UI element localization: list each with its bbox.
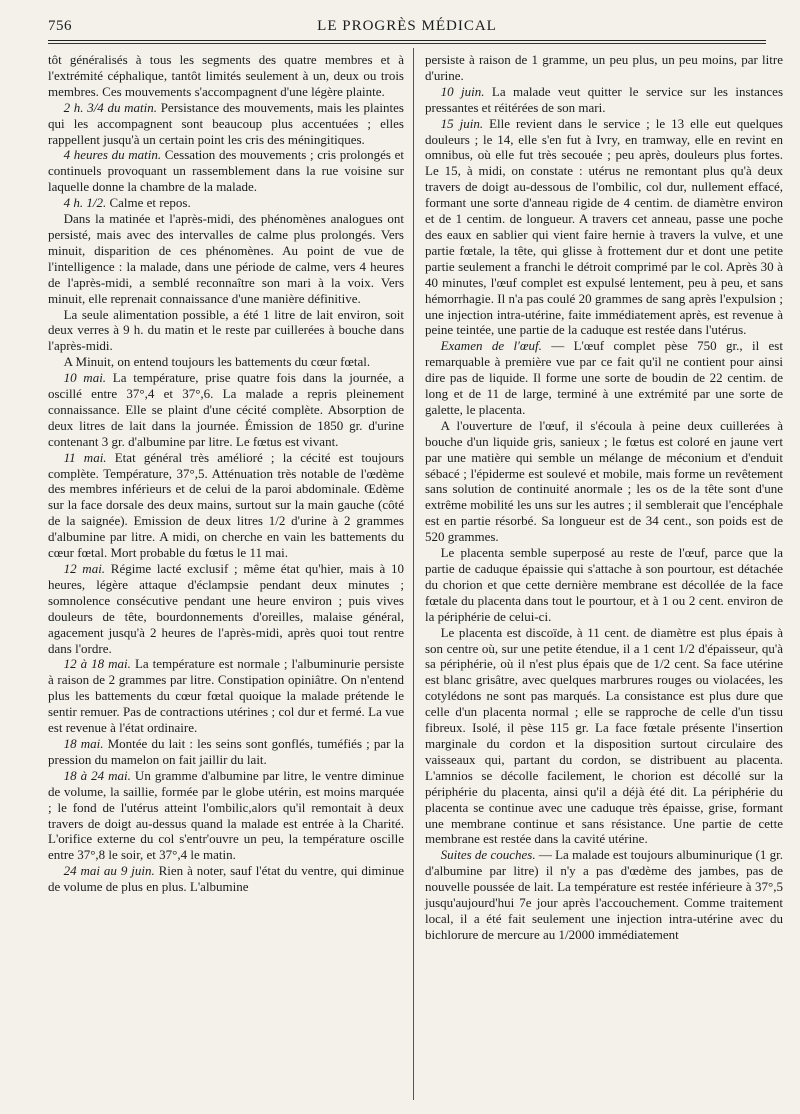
paragraph-lead: 15 juin. xyxy=(440,115,484,131)
paragraph-lead: 4 heures du matin. xyxy=(63,147,162,163)
paragraph-text: La température, prise quatre fois dans la journée, a oscillé entre 37°,4 et 37°,6. La malade a repris pleinement connaissance. Elle se plaint d'une cécité complète. Absorption de deux litres de lait dans la journée. Émission de 1850 gr. d'urine contenant 3 gr. d'albumine par litre. Le fœtus est vivant. xyxy=(48,370,405,449)
paragraph xyxy=(425,545,783,625)
paragraph-text: Persistance des mouvements, mais les plaintes qui les accompagnent sont beaucoup plus accentuées ; elles rappellent jusqu'à un certain point les cris des méningitiques. xyxy=(48,99,404,147)
paragraph xyxy=(425,847,783,942)
paragraph xyxy=(425,338,783,418)
header-rule-thin xyxy=(48,43,766,44)
paragraph-lead: 18 à 24 mai. xyxy=(63,767,131,783)
paragraph-lead: 18 mai. xyxy=(63,735,104,751)
paragraph xyxy=(48,307,404,355)
paragraph xyxy=(48,863,404,895)
header-rule xyxy=(48,40,766,41)
paragraph-text: Le placenta semble superposé au reste de l'œuf, parce que la partie de caduque épaissie qui s'attache à son pourtour, est détachée du chorion et que cette dernière membrane est décollée de la face fœtale du placenta dans tout le pourtour, et à 1 ou 2 cent. environ de la périphérie de celui-ci. xyxy=(425,545,783,624)
paragraph xyxy=(425,84,783,116)
paragraph-lead: Examen de l'œuf. xyxy=(440,338,542,354)
paragraph xyxy=(48,195,404,211)
paragraph-text: Montée du lait : les seins sont gonflés, tuméfiés ; par la pression du mamelon on fait jaillir du lait. xyxy=(48,735,405,767)
paragraph-text: — L'œuf complet pèse 750 gr., il est remarquable à première vue par ce fait qu'il ne contient pour ainsi dire pas de liquide. Il forme une sorte de boudin de 22 centim. de long et de 11 de large, terminé à une extrémité par une sorte de galette, le placenta. xyxy=(425,338,783,417)
paragraph-text: Cessation des mouvements ; cris prolongés et continuels provoquant un rassemblement dans la rue voisine sur laquelle donne la chambre de la malade. xyxy=(48,147,404,195)
paragraph-text: La seule alimentation possible, a été 1 litre de lait environ, soit deux verres à 9 h. du matin et le reste par cuillerées à bouche dans l'après-midi. xyxy=(48,306,404,354)
paragraph-text: Le placenta est discoïde, à 11 cent. de diamètre est plus épais à son centre où, sur une petite étendue, il a 1 cent 1/2 d'épaisseur, qu'à sa périphérie, où il n'est plus épais que de 1/2 cent. Sa face utérine est blanc grisâtre, avec quelques marbrures rouges ou violacées, les cotylédons ne sont pas marqués. La consistance est plus dure que celle d'un placenta normal ; elle se rapproche de celle d'un tissu fibreux. Isolé, il pèse 115 gr. La face fœtale présente l'insertion marginale du cordon et la disposition surtout circulaire des vaisseaux qui, partant du cordon, se distribuent au placenta. L'amnios se décolle facilement, le chorion est décollé sur la périphérie du placenta, ainsi qu'il a déjà été dit. La périphérie du placenta se continue avec une caduque très épaisse, grise, formant une membrane continue et sans résistance. Une partie de cette membrane est restée dans la cavité utérine. xyxy=(425,624,783,847)
paragraph xyxy=(48,656,404,736)
paragraph-text: — La malade est toujours albuminurique (1 gr. d'albumine par litre) il n'y a pas d'œdème des jambes, pas de nouvelle poussée de lait. La température est restée inférieure à 37°,5 jusqu'aujourd'hui 7e jour après l'accouchement. Comme traitement local, il a été fait seulement une injection intra-utérine avec du bichlorure de mercure au 1/2000 immédiatement xyxy=(425,847,783,942)
page-number: 756 xyxy=(48,18,72,34)
paragraph xyxy=(48,450,404,561)
paragraph-text: La température est normale ; l'albuminurie persiste à raison de 2 grammes par litre. Constipation opiniâtre. On n'entend plus les battements du cœur fœtal quoique la malade prétende le sentir remuer. Pas de contractions utérines ; col dur et fermé. La vue est revenue à l'état ordinaire. xyxy=(48,656,404,736)
paragraph xyxy=(48,736,404,768)
paragraph xyxy=(48,370,404,450)
paragraph-text: Régime lacté exclusif ; même état qu'hier, mais à 10 heures, légère attaque d'éclampsie pendant deux minutes ; somnolence consécutive pendant une heure environ ; puis vives douleurs de tête, bourdonnements d'oreilles, malaise général, agacement jusqu'à 2 heures de l'après-midi, après quoi tout rentre dans l'ordre. xyxy=(48,561,405,656)
paragraph-text: La malade veut quitter le service sur les instances pressantes et réitérées de son mari. xyxy=(425,83,784,115)
paragraph-lead: 12 à 18 mai. xyxy=(63,656,131,672)
paragraph-lead: 10 mai. xyxy=(63,370,107,386)
paragraph-lead: 4 h. 1/2. xyxy=(63,195,107,211)
left-column xyxy=(48,52,404,895)
paragraph-text: Etat général très amélioré ; la cécité est toujours complète. Température, 37°,5. Atténuation très notable de l'œdème des membres inférieurs et de celui de la paroi abdominale. Œdème sur la face dorsale des deux mains, surtout sur la main gauche (côté de la saignée). Emission de deux litres 1/2 d'urine à 2 grammes d'albumine par litre. A midi, on cherche en vain les battements du cœur fœtal. Mort probable du fœtus le 11 mai. xyxy=(48,449,404,561)
paragraph xyxy=(48,147,404,195)
paragraph-text: A l'ouverture de l'œuf, il s'écoula à peine deux cuillerées à bouche d'un liquide gris, sanieux ; le fœtus est coloré en jaune vert par une matière qui semble un mélange de méconium et d'enduit sébacé ; l'épiderme est soulevé et mobile, mais forme un revêtement sans solution de continuité anormale ; les os de la tête sont d'une extrême mobilité les uns sur les autres ; il semblerait que l'encéphale est en partie résorbé. Sa longueur est de 34 cent., son poids est de 520 grammes. xyxy=(425,417,783,545)
paragraph-lead: 2 h. 3/4 du matin. xyxy=(63,99,158,115)
column-divider xyxy=(413,48,414,1100)
paragraph xyxy=(48,100,404,148)
paragraph-text: Un gramme d'albumine par litre, le ventre diminue de volume, la saillie, formée par le globe utérin, est moins marquée ; le fond de l'utérus atteint l'ombilic,alors qu'il remontait à deux travers de doigt au-dessus quand la malade est entrée à la Charité. L'orifice externe du col s'entr'ouvre un peu, la température oscille entre 37°,8 le soir, et 37°,4 le matin. xyxy=(48,767,405,863)
paragraph xyxy=(48,52,404,100)
paragraph xyxy=(425,116,783,339)
paragraph-text: Dans la matinée et l'après-midi, des phénomènes analogues ont persisté, mais avec des intervalles de calme plus prolongés. Vers minuit, disparition de ces phénomènes. Au point de vue de l'intelligence : la malade, dans une période de calme, vers 4 heures de l'après-midi, a semblé reconnaître son mari à la voix. Vers minuit, elle reprenait connaissance d'une manière définitive. xyxy=(48,211,404,306)
paragraph-lead: 24 mai au 9 juin. xyxy=(63,863,155,879)
paragraph-text: Rien à noter, sauf l'état du ventre, qui diminue de volume de plus en plus. L'albumine xyxy=(48,863,404,895)
paragraph-text: tôt généralisés à tous les segments des quatre membres et à l'extrémité céphalique, tantôt limités seulement à un, deux ou trois membres. Ces mouvements s'accompagnent d'une légère plainte. xyxy=(48,52,404,99)
paragraph xyxy=(48,354,404,370)
paragraph xyxy=(48,768,404,863)
paragraph-lead: 12 mai. xyxy=(63,561,106,576)
paragraph-text: Elle revient dans le service ; le 13 elle eut quelques douleurs ; le 14, elle s'en fut à Ivry, en tramway, elle en revint en omnibus, où elle fut très secouée ; peu après, douleurs plus fortes. Le 15, à midi, on constate : utérus ne remontant plus qu'à deux travers de doigt au-dessous de l'ombilic, col dur, nullement effacé, formant une sorte d'anneau rigide de 4 centim. de diamètre environ et de 1 centim. de longueur. A travers cet anneau, passe une poche des eaux en sablier qui vient faire hernie à travers la vulve, et une partie fœtale, la tête, qui glisse à frottement dur et dont une petite partie seulement a franchi le détroit comprimé par le col. Après 30 à 40 minutes, l'œuf complet est expulsé lentement, peu à peu, et sans hémorrhagie. Il n'a pas coulé 20 grammes de sang après l'expulsion ; une injection intra-utérine, faite immédiatement après, est revenue à peine teintée, une partie de la caduque est restée dans l'utérus. xyxy=(425,115,783,338)
paragraph xyxy=(425,625,783,848)
paragraph-text: Calme et repos. xyxy=(106,195,191,211)
paragraph xyxy=(48,211,404,306)
paragraph xyxy=(48,561,404,656)
paragraph-lead: Suites de couches. xyxy=(440,847,536,863)
running-title: LE PROGRÈS MÉDICAL xyxy=(317,18,497,34)
paragraph-text: A Minuit, on entend toujours les battements du cœur fœtal. xyxy=(63,354,371,370)
paragraph xyxy=(425,52,783,84)
paragraph-lead: 10 juin. xyxy=(440,83,485,99)
paragraph-text: persiste à raison de 1 gramme, un peu plus, un peu moins, par litre d'urine. xyxy=(425,52,783,83)
paragraph xyxy=(425,418,783,545)
paragraph-lead: 11 mai. xyxy=(63,449,107,465)
right-column xyxy=(425,52,783,943)
page-header xyxy=(48,14,766,40)
